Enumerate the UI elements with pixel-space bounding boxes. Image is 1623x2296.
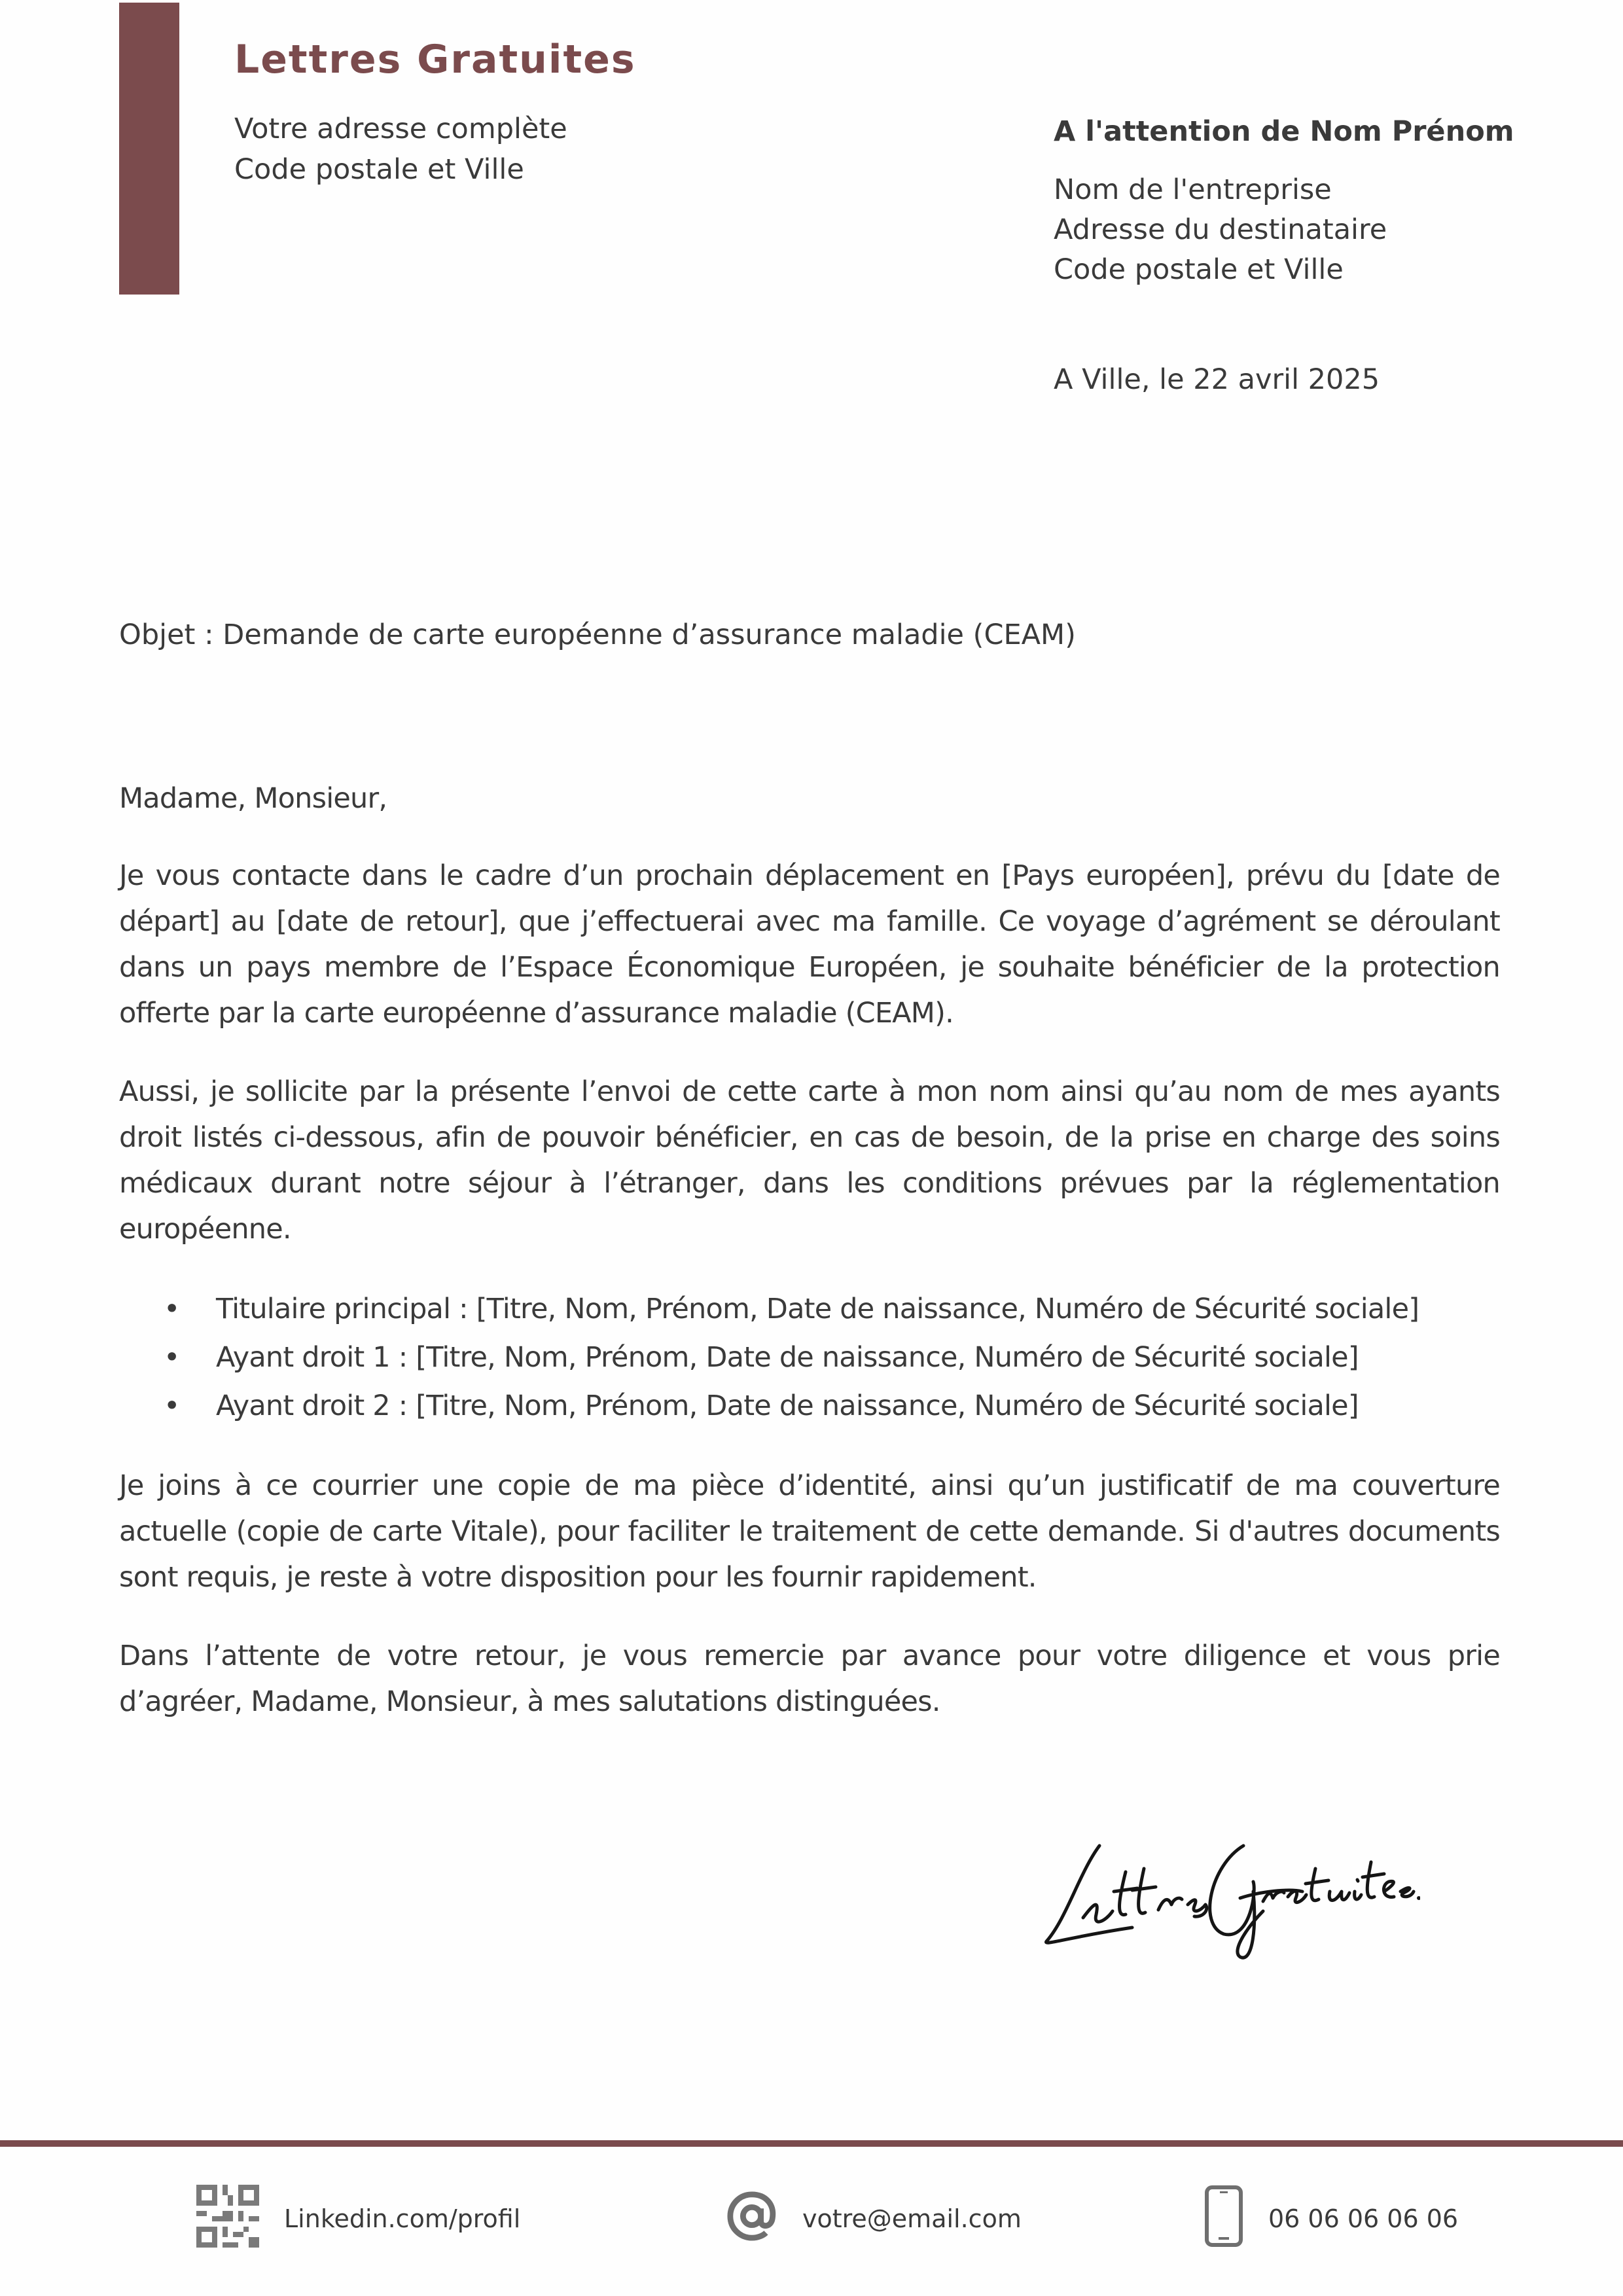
paragraph-attachments: Je joins à ce courrier une copie de ma pièce d’identité, ainsi qu’un justificatif de ma couverture actuelle (copie de carte Vitale), pour faciliter le traitement de cette demande. Si d'autres documents sont requis, je reste à votre disposition pour les fournir rapidement. (119, 1469, 1500, 1594)
qr-code-icon (196, 2185, 259, 2253)
email-link[interactable]: votre@email.com (802, 2204, 1022, 2233)
recipient-company: Nom de l'entreprise (1054, 173, 1332, 206)
footer-linkedin[interactable] (196, 2186, 520, 2251)
paragraph-closing: Dans l’attente de votre retour, je vous remercie par avance pour votre diligence et vous prie d’agréer, Madame, Monsieur, à mes salutations distinguées. (119, 1640, 1500, 1718)
letter-subject: Objet : Demande de carte européenne d’assurance maladie (CEAM) (119, 619, 1076, 651)
letter-date: A Ville, le 22 avril 2025 (1054, 363, 1380, 396)
recipient-address-line: Adresse du destinataire (1054, 213, 1387, 246)
paragraph-request: Aussi, je sollicite par la présente l’envoi de cette carte à mon nom ainsi qu’au nom de mes ayants droit listés ci-dessous, afin de pouvoir bénéficier, en cas de besoin, de la prise en charge des soins médicaux durant notre séjour à l’étranger, dans les conditions prévues par la réglementation européenne. (119, 1075, 1500, 1246)
footer-divider (0, 2140, 1623, 2147)
at-sign-icon (726, 2191, 777, 2248)
recipient-address (1054, 170, 1387, 290)
list-item-text: Titulaire principal : [Titre, Nom, Prénom, Date de naissance, Numéro de Sécurité sociale] (216, 1293, 1419, 1325)
footer-phone[interactable] (1204, 2186, 1458, 2251)
sender-name: Lettres Gratuites (234, 37, 636, 82)
paragraph-intro: Je vous contacte dans le cadre d’un prochain déplacement en [Pays européen], prévu du [date de départ] au [date de retour], que j’effectuerai avec ma famille. Ce voyage d’agrément se déroulant dans un pays membre de l’Espace Économique Européen, je souhaite bénéficier de la protection offerte par la carte européenne d’assurance maladie (CEAM). (119, 859, 1500, 1030)
phone-number[interactable]: 06 06 06 06 06 (1268, 2204, 1459, 2233)
accent-bar (119, 3, 179, 295)
list-item: • Titulaire principal : [Titre, Nom, Prénom, Date de naissance, Numéro de Sécurité sociale] (164, 1293, 1419, 1325)
list-item-text: Ayant droit 2 : [Titre, Nom, Prénom, Date de naissance, Numéro de Sécurité sociale] (216, 1390, 1359, 1422)
letter-body (119, 776, 1500, 1757)
salutation: Madame, Monsieur, (119, 782, 387, 815)
sender-city-line: Code postale et Ville (234, 153, 524, 186)
list-item: • Ayant droit 1 : [Titre, Nom, Prénom, Date de naissance, Numéro de Sécurité sociale] (164, 1341, 1359, 1374)
recipient-attention: A l'attention de Nom Prénom (1054, 115, 1514, 148)
beneficiaries-list (119, 1285, 1500, 1430)
sender-address (234, 109, 567, 190)
sender-address-line: Votre adresse complète (234, 113, 567, 145)
footer-email[interactable] (726, 2186, 1022, 2251)
list-item: • Ayant droit 2 : [Titre, Nom, Prénom, Date de naissance, Numéro de Sécurité sociale] (164, 1390, 1359, 1422)
mobile-phone-icon (1204, 2185, 1243, 2253)
list-item-text: Ayant droit 1 : [Titre, Nom, Prénom, Date de naissance, Numéro de Sécurité sociale] (216, 1341, 1359, 1374)
handwritten-signature (1027, 1793, 1420, 1964)
linkedin-link[interactable]: Linkedin.com/profil (284, 2204, 521, 2233)
recipient-city-line: Code postale et Ville (1054, 253, 1344, 286)
